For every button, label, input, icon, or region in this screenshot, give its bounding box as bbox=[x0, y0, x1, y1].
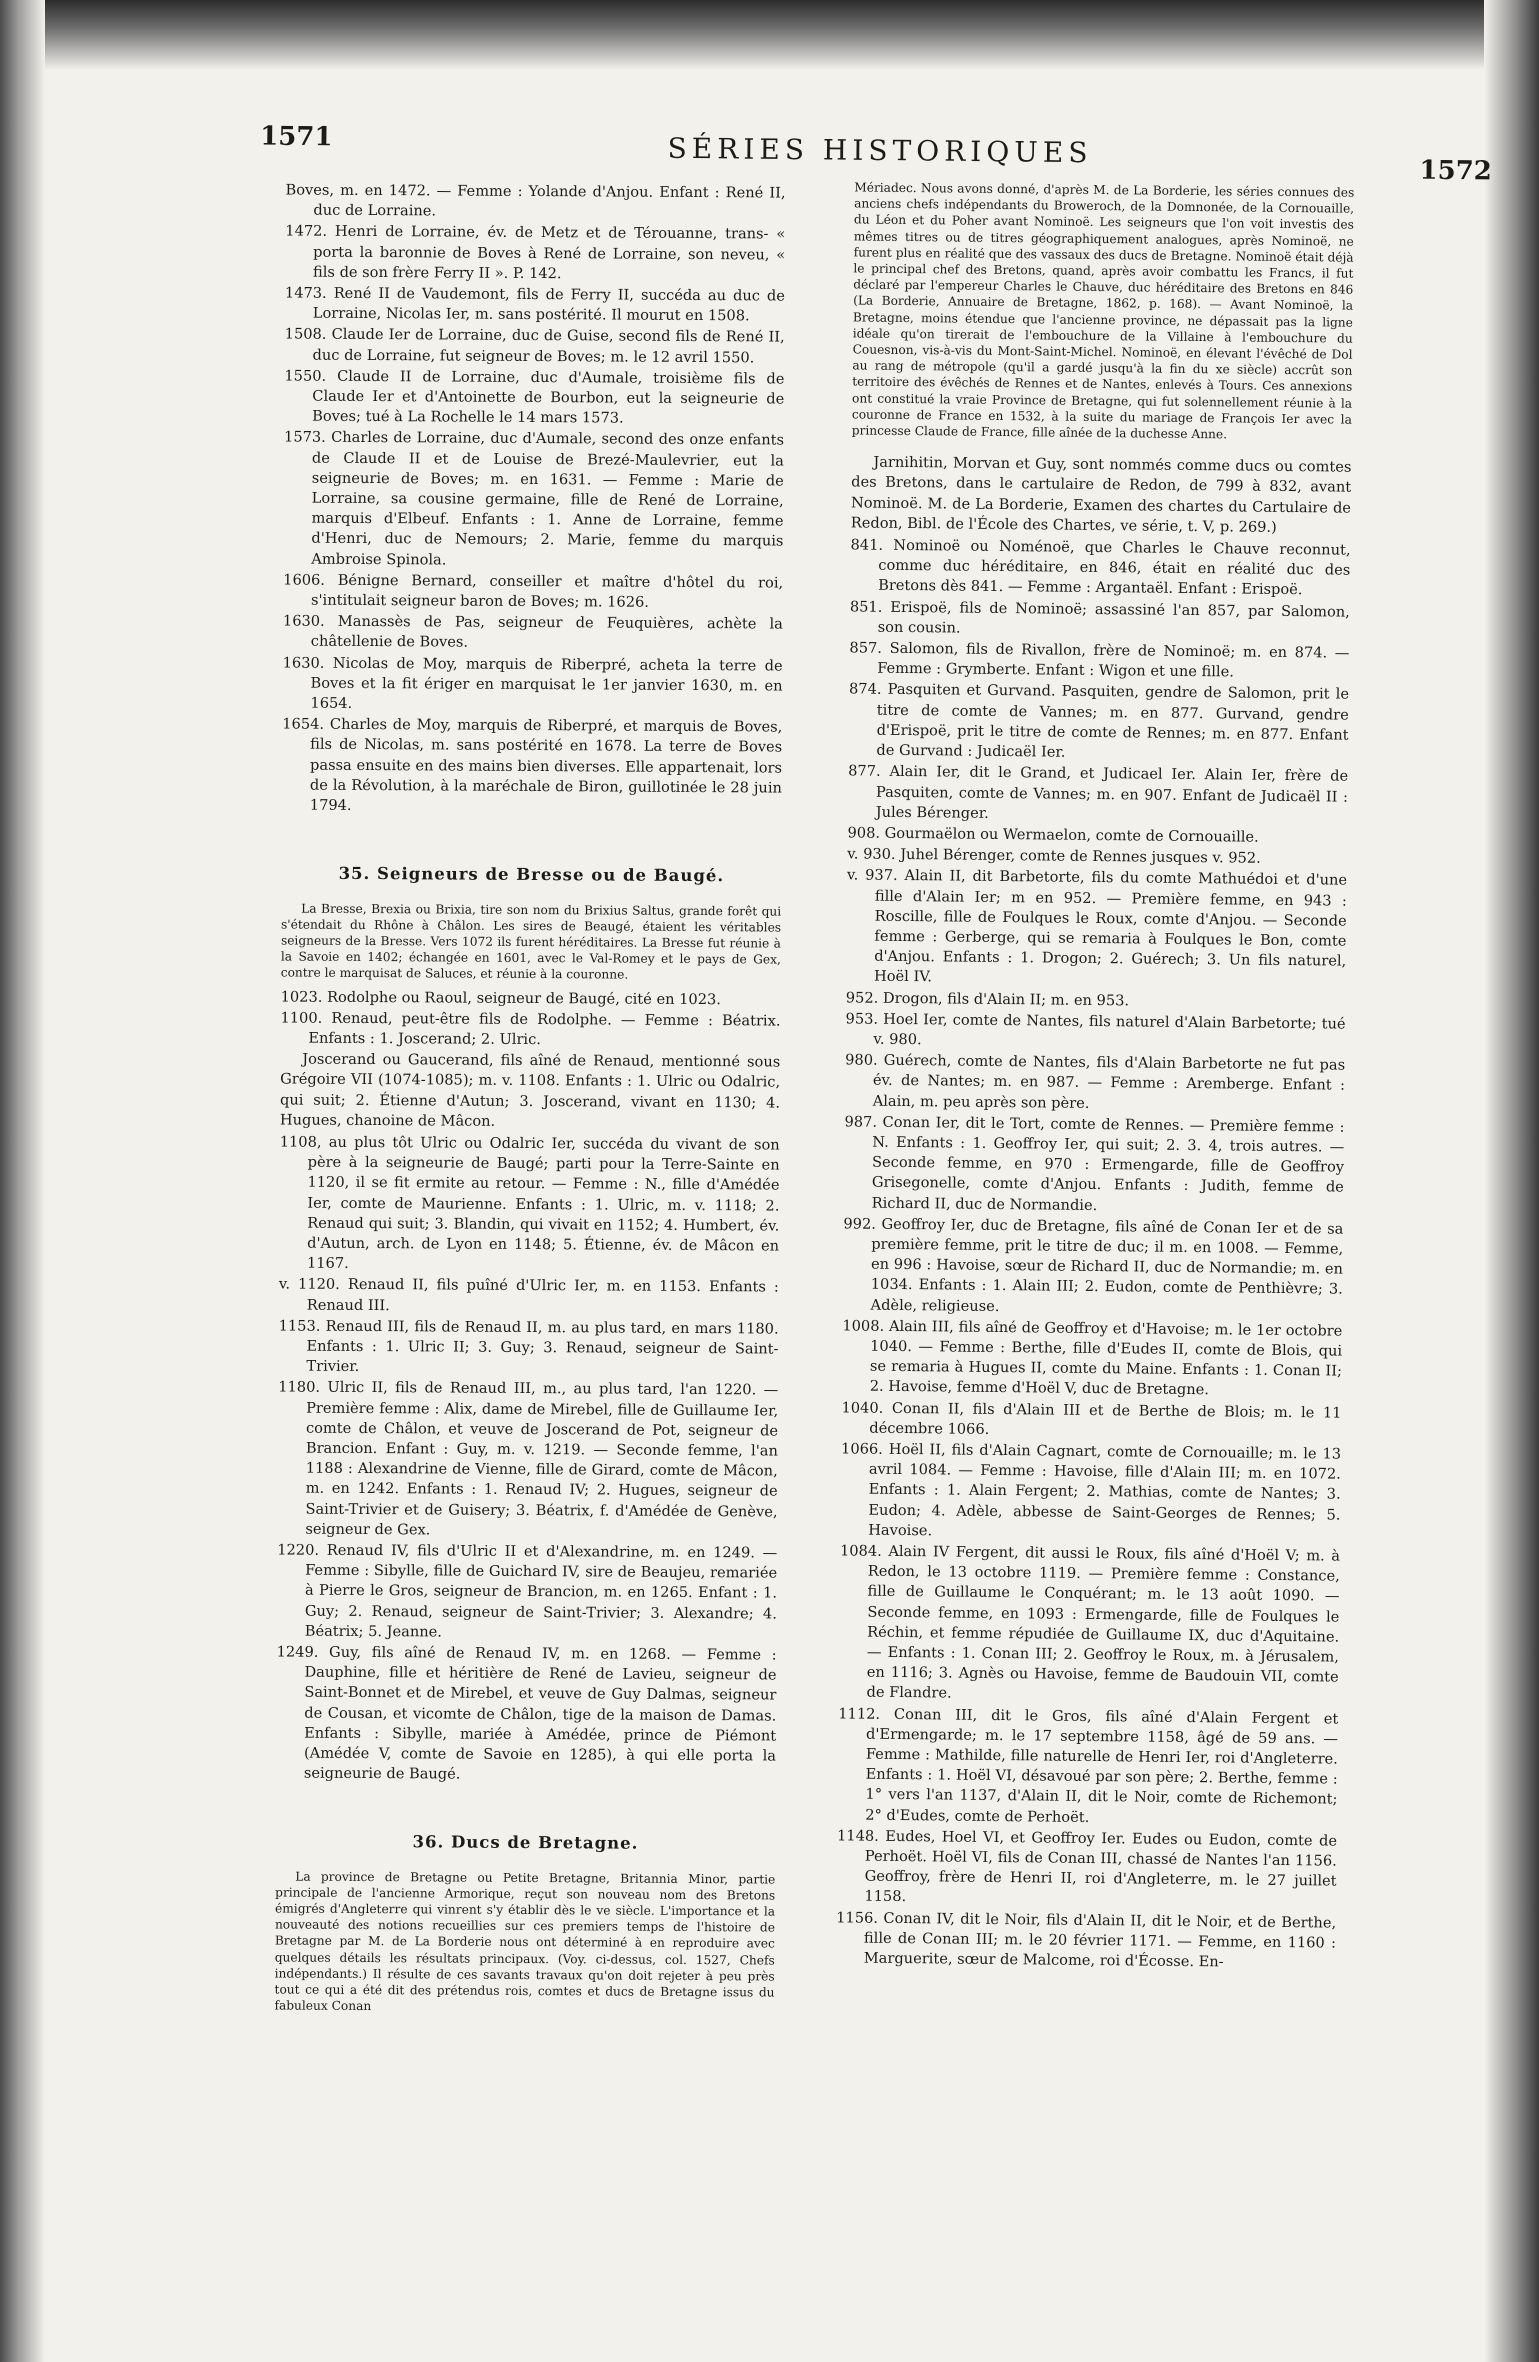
entry: 1008. Alain III, fils aîné de Geoffroy et d'Havoise; m. le 1er octobre 1040. — Femme : Berthe, fille d'Eudes II, comte de Blois, qui se remaria à Hugues II, comte du Maine. Enfants : 1. Conan II; 2. Havoise, femme d'Hoël V, duc de Bretagne. bbox=[842, 1317, 1343, 1399]
entry: 874. Pasquiten et Gurvand. Pasquiten, gendre de Salomon, prit le titre de comte de Vannes; m. en 877. Gurvand, gendre d'Erispoë, prit le titre de comte de Rennes; m. en 877. Enfant de Gurvand : Judicaël Ier. bbox=[848, 680, 1350, 761]
entry: Joscerand ou Gaucerand, fils aîné de Renaud, mentionné sous Grégoire VII (1074-1085); m. v. 1108. Enfants : 1. Ulric ou Odalric, qui suit; 2. Étienne d'Autun; 3. Joscerand, vivant en 1130; 4. Hugues, chanoine de Mâcon. bbox=[279, 1050, 781, 1130]
book-page bbox=[250, 120, 1510, 2320]
left-column bbox=[274, 180, 785, 2022]
entry: 1148. Eudes, Hoel VI, et Geoffroy Ier. Eudes ou Eudon, comte de Perhoët. Hoël VI, fils de Conan III, chassé de Nantes l'an 1156. Geoffroy, frère de Henri II, roi d'Angleterre, m. le 27 juillet 1158. bbox=[836, 1827, 1338, 1906]
entry: Boves, m. en 1472. — Femme : Yolande d'Anjou. Enfant : René II, duc de Lorraine. bbox=[285, 181, 786, 220]
entry: 1472. Henri de Lorraine, év. de Metz et de Térouanne, trans- « porta la baronnie de Boves à René de Lorraine, son neveu, « fils de son frère Ferry II ». P. 142. bbox=[285, 222, 786, 282]
entry: 1100. Renaud, peut-être fils de Rodolphe. — Femme : Béatrix. Enfants : 1. Joscerand; 2. Ulric. bbox=[280, 1009, 781, 1048]
entry: 1249. Guy, fils aîné de Renaud IV, m. en 1268. — Femme : Dauphine, fille et héritière de René de Lavieu, seigneur de Saint-Bonnet et de Mirebel, et veuve de Guy Dalmas, seigneur de Cousan, et vicomte de Châlon, tige de la maison de Damas. Enfants : Sibylle, mariée à Amédée, prince de Piémont (Amédée V, comte de Savoie en 1285), à qui elle porta la seigneurie de Baugé. bbox=[276, 1643, 777, 1783]
entry: 1023. Rodolphe ou Raoul, seigneur de Baugé, cité en 1023. bbox=[280, 987, 721, 1008]
entry: 1153. Renaud III, fils de Renaud II, m. au plus tard, en mars 1180. Enfants : 1. Ulric II; 3. Guy; 3. Renaud, seigneur de Saint-Trivier. bbox=[278, 1317, 779, 1376]
paragraph: Jarnihitin, Morvan et Guy, sont nommés comme ducs ou comtes des Bretons, dans le cartulaire de Redon, de 799 à 832, avant Nominoë. M. de La Borderie, Examen des chartes du Cartulaire de Redon, Bibl. de l'École des Chartes, ve série, t. V, p. 269.) bbox=[850, 453, 1352, 536]
entry: 1180. Ulric II, fils de Renaud III, m., au plus tard, l'an 1220. — Première femme : Alix, dame de Mirebel, fille de Guillaume Ier, comte de Châlon, et veuve de Joscerand de Pot, seigneur de Brancion. Enfant : Guy, m. v. 1219. — Seconde femme, l'an 1188 : Alexandrine de Vienne, fille de Girard, comte de Mâcon, m. en 1242. Enfants : 1. Renaud IV; 2. Hugues, seigneur de Saint-Trivier et de Guisery; 3. Béatrix, f. d'Amédée de Genève, seigneur de Gex. bbox=[278, 1378, 779, 1539]
entry: 1630. Manassès de Pas, seigneur de Feuquières, achète la châtellenie de Boves. bbox=[282, 612, 783, 652]
entry: v. 1120. Renaud II, fils puîné d'Ulric Ier, m. en 1153. Enfants : Renaud III. bbox=[278, 1275, 779, 1314]
scan-left-edge bbox=[0, 0, 45, 2362]
right-column-number: 1572 bbox=[1419, 155, 1493, 187]
entry: v. 937. Alain II, dit Barbetorte, fils du comte Mathuédoi et d'une fille d'Alain Ier; m en 952. — Première femme, en 943 : Roscille, fille de Foulques le Roux, comte d'Anjou. — Seconde femme : Gerberge, qui se remaria à Foulques le Bon, comte d'Anjou. Enfants : 1. Drogon; 2. Guérech; 3. Un fils naturel, Hoël IV. bbox=[847, 866, 1348, 986]
entry: 1630. Nicolas de Moy, marquis de Riberpré, acheta la terre de Boves et la fit ériger en marquisat le 1er janvier 1630, m. en 1654. bbox=[282, 654, 783, 712]
running-title: SÉRIES HISTORIQUES bbox=[667, 131, 1093, 170]
right-column bbox=[836, 179, 1355, 1974]
entry: 952. Drogon, fils d'Alain II; m. en 953. bbox=[845, 988, 1130, 1009]
entry: 953. Hoel Ier, comte de Nantes, fils naturel d'Alain Barbetorte; tué v. 980. bbox=[845, 1010, 1346, 1049]
entry: 1220. Renaud IV, fils d'Ulric II et d'Alexandrine, m. en 1249. — Femme : Sibylle, fille de Guichard IV, sire de Beaujeu, remariée à Pierre le Gros, seigneur de Brancion, m. en 1265. Enfant : 1. Guy; 2. Renaud, seigneur de Saint-Trivier; 3. Alexandre; 4. Béatrix; 5. Jeanne. bbox=[277, 1541, 778, 1641]
section-intro-35: La Bresse, Brexia ou Brixia, tire son nom du Brixius Saltus, grande forêt qui s'étendait du Rhône à Châlon. Les sires de Beaugé, étaient les véritables seigneurs de la Bresse. Vers 1072 ils furent héréditaires. La Bresse fut réunie à la Savoie en 1402; échangée en 1601, avec le Val-Romey et le pays de Gex, contre le marquisat de Saluces, et réunie à la couronne. bbox=[280, 901, 782, 982]
entry: 1084. Alain IV Fergent, dit aussi le Roux, fils aîné d'Hoël V; m. à Redon, le 13 octobre 1119. — Première femme : Constance, fille de Guillaume le Conquérant; m. le 13 août 1090. — Seconde femme, en 1093 : Ermengarde, fille de Foulques le Réchin, et femme répudiée de Guillaume IX, duc d'Aquitaine. — Enfants : 1. Conan III; 2. Geoffroy le Roux, m. à Jérusalem, en 1116; 3. Agnès ou Havoise, femme de Baudouin VII, comte de Flandre. bbox=[839, 1542, 1341, 1702]
entry: 877. Alain Ier, dit le Grand, et Judicael Ier. Alain Ier, frère de Pasquiten, comte de Vannes; m. en 907. Enfant de Judicaël II : Jules Bérenger. bbox=[848, 762, 1349, 822]
entry: 1156. Conan IV, dit le Noir, fils d'Alain II, dit le Noir, et de Berthe, fille de Conan III; m. le 20 février 1171. — Femme, en 1160 : Marguerite, sœur de Malcome, roi d'Écosse. En- bbox=[836, 1909, 1337, 1971]
entry: 1508. Claude Ier de Lorraine, duc de Guise, second fils de René II, duc de Lorraine, fut seigneur de Boves; m. le 12 avril 1550. bbox=[284, 325, 785, 366]
entry: 1040. Conan II, fils d'Alain III et de Berthe de Blois; m. le 11 décembre 1066. bbox=[841, 1398, 1342, 1438]
scan-top-edge bbox=[0, 0, 1539, 70]
entry: 980. Guérech, comte de Nantes, fils d'Alain Barbetorte ne fut pas év. de Nantes; m. en 987. — Femme : Aremberge. Enfant : Alain, m. peu après son père. bbox=[845, 1051, 1346, 1112]
entry: 992. Geoffroy Ier, duc de Bretagne, fils aîné de Conan Ier et de sa première femme, prit le titre de duc; il m. en 1008. — Femme, en 996 : Havoise, sœur de Richard II, duc de Normandie; m. en 1034. Enfants : 1. Alain III; 2. Eudon, comte de Penthièvre; 3. Adèle, religieuse. bbox=[843, 1215, 1344, 1315]
entry: 987. Conan Ier, dit le Tort, comte de Rennes. — Première femme : N. Enfants : 1. Geoffroy Ier, qui suit; 2. 3. 4, trois autres. — Seconde femme, en 970 : Ermengarde, fille de Geoffroy Grisegonelle, comte d'Anjou. Enfants : Judith, femme de Richard II, duc de Normandie. bbox=[844, 1113, 1345, 1214]
entry: 1108, au plus tôt Ulric ou Odalric Ier, succéda du vivant de son père à la seigneurie de Baugé; parti pour la Terre-Sainte en 1120, il se fit ermite au retour. — Femme : N., fille d'Amédée Ier, comte de Maurienne. Enfants : 1. Ulric, m. v. 1118; 2. Renaud qui suit; 3. Blandin, qui vivait en 1152; 4. Humbert, év. d'Autun, arch. de Lyon en 1148; 5. Étienne, év. de Mâcon en 1167. bbox=[279, 1133, 780, 1273]
entry: v. 930. Juhel Bérenger, comte de Rennes jusques v. 952. bbox=[847, 845, 1261, 867]
entry: 1112. Conan III, dit le Gros, fils aîné d'Alain Fergent et d'Ermengarde; m. le 17 septembre 1158, âgé de 59 ans. — Femme : Mathilde, fille naturelle de Henri Ier, roi d'Angleterre. Enfants : 1. Hoël VI, désavoué par son père; 2. Berthe, femme : 1° vers l'an 1137, d'Alain II, dit le Noir, comte de Richemont; 2° d'Eudes, comte de Perhoët. bbox=[838, 1704, 1339, 1826]
entry: 841. Nominoë ou Noménoë, que Charles le Chauve reconnut, comme duc héréditaire, en 846, était en réalité duc des Bretons dès 841. — Femme : Argantaël. Enfant : Erispoë. bbox=[850, 536, 1351, 599]
entry: 1573. Charles de Lorraine, duc d'Aumale, second des onze enfants de Claude II et de Louise de Brezé-Maulevrier, eut la seigneurie de Boves; m. en 1631. — Femme : Marie de Lorraine, sa cousine germaine, fille de René de Lorraine, marquis d'Elbeuf. Enfants : 1. Anne de Lorraine, femme d'Henri, duc de Nemours; 2. Marie, femme du marquis Ambroise Spinola. bbox=[284, 428, 785, 569]
entry: 1473. René II de Vaudemont, fils de Ferry II, succéda au duc de Lorraine, Nicolas Ier, m. sans postérité. Il mourut en 1508. bbox=[284, 284, 785, 325]
section-heading-36: 36. Ducs de Bretagne. bbox=[412, 1832, 639, 1854]
section-intro-36-continued: Mériadec. Nous avons donné, d'après M. de La Borderie, les séries connues des anciens chefs indépendants du Broweroch, de la Domnonée, de la Cornouaille, du Léon et du Poher avant Nominoë. Les seigneurs que l'on voit investis des mêmes titres ou de titres géographiquement analogues, après Nominoë, ne furent plus en réalité que des vassaux des ducs de Bretagne. Nominoë était déjà le principal chef des Bretons, quand, après avoir combattu les Francs, il fut déclaré par l'empereur Charles le Chauve, duc héréditaire des Bretons en 846 (La Borderie, Annuaire de Bretagne, 1862, p. 168). — Avant Nominoë, la Bretagne, moins étendue que l'ancienne province, ne dépassait pas la ligne idéale qu'on tirerait de l'embouchure de la Villaine à l'embouchure du Couesnon, vis-à-vis du Mont-Saint-Michel. Nominoë, en élevant l'évêché de Dol au rang de métropole (qu'il a gardé jusqu'à la fin du xe siècle) accrût son territoire des évêchés de Rennes et de Nantes, enlevés à Tours. Ces annexions ont constitué la vraie Province de Bretagne, qui fut solennellement réunie à la couronne de France en 1532, à la suite du mariage de François Ier avec la princesse Claude de France, fille aînée de la duchesse Anne. bbox=[851, 180, 1355, 442]
entry: 908. Gourmaëlon ou Wermaelon, comte de Cornouaille. bbox=[847, 824, 1259, 846]
entry: 1066. Hoël II, fils d'Alain Cagnart, comte de Cornouaille; m. le 13 avril 1084. — Femme : Havoise, fille d'Alain III; m. en 1072. Enfants : 1. Alain Fergent; 2. Mathias, comte de Nantes; 3. Eudon; 4. Adèle, abbesse de Saint-Georges de Rennes; 5. Havoise. bbox=[841, 1440, 1342, 1540]
entry: 1654. Charles de Moy, marquis de Riberpré, et marquis de Boves, fils de Nicolas, m. sans postérité en 1678. La terre de Boves passa ensuite en des mains bien diverses. Elle appartenait, lors de la Révolution, à la maréchale de Biron, guillotinée le 28 juin 1794. bbox=[282, 715, 783, 814]
text-columns bbox=[250, 182, 1510, 2320]
section-intro-36: La province de Bretagne ou Petite Bretagne, Britannia Minor, partie principale de l'ancienne Armorique, reçut son nouveau nom des Bretons émigrés d'Angleterre qui vinrent s'y établir dès le ve siècle. L'importance et la nouveauté des notions recueillies sur ces premiers temps de l'histoire de Bretagne par M. de La Borderie nous ont déterminé à en reproduire avec quelques détails les résultats principaux. (Voy. ci-dessus, col. 1527, Chefs indépendants.) Il résulte de ces savants travaux qu'on doit rejeter à peu près tout ce qui a été dit des prétendus rois, comtes et ducs de Bretagne issus du fabuleux Conan bbox=[274, 1869, 776, 2014]
section-heading-35: 35. Seigneurs de Bresse ou de Baugé. bbox=[338, 864, 725, 886]
entry: 1550. Claude II de Lorraine, duc d'Aumale, troisième fils de Claude Ier et d'Antoinette de Bourbon, eut la seigneurie de Boves; tué à La Rochelle le 14 mars 1573. bbox=[284, 367, 785, 427]
left-column-number: 1571 bbox=[260, 121, 333, 153]
entry: 857. Salomon, fils de Rivallon, frère de Nominoë; m. en 874. — Femme : Grymberte. Enfant : Wigon et une fille. bbox=[849, 639, 1350, 681]
entry: 1606. Bénigne Bernard, conseiller et maître d'hôtel du roi, s'intitulait seigneur baron de Boves; m. 1626. bbox=[283, 571, 784, 611]
entry: 851. Erispoë, fils de Nominoë; assassiné l'an 857, par Salomon, son cousin. bbox=[849, 598, 1350, 637]
